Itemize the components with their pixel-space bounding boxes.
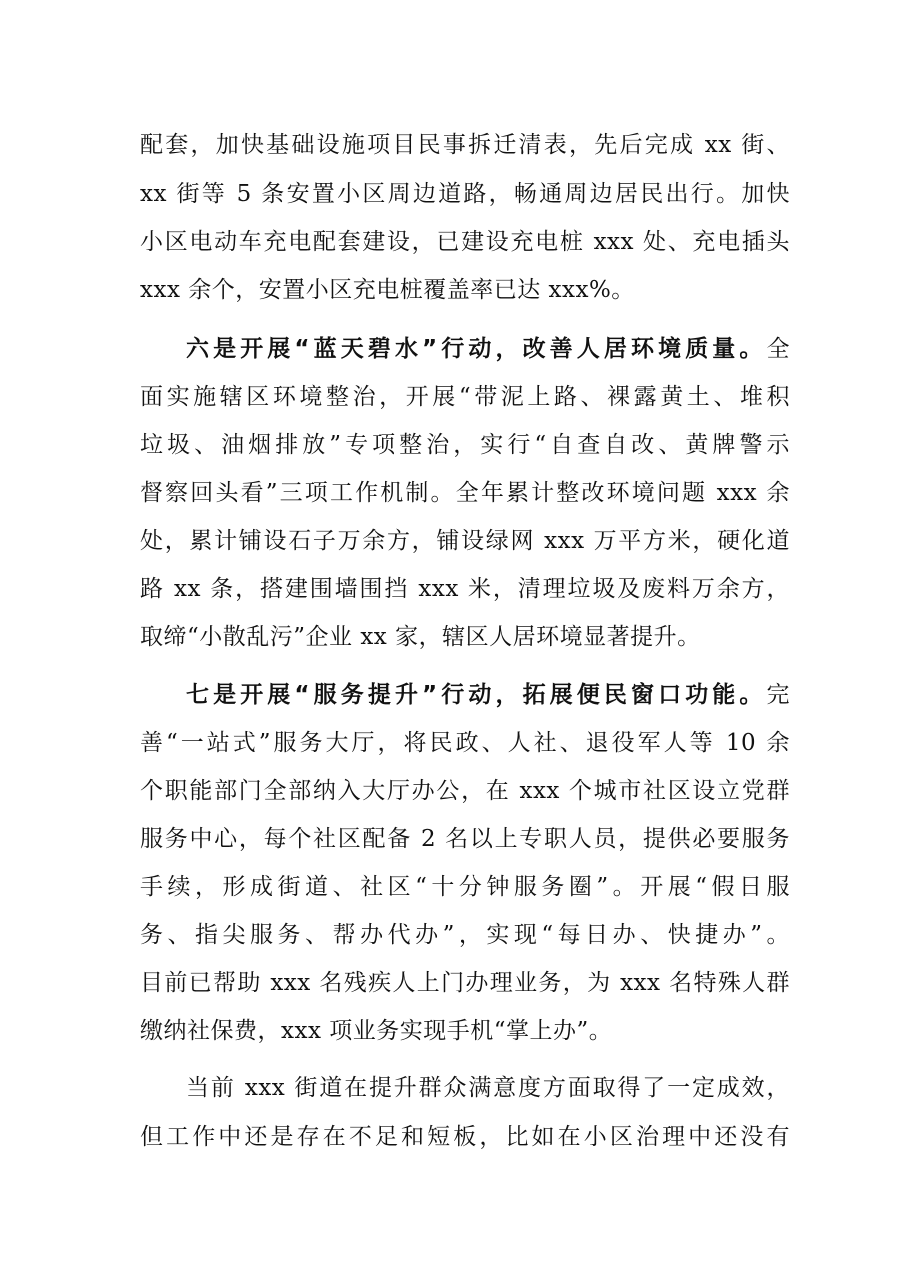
paragraph-heading-line [186,675,790,715]
text-line: 务、指尖服务、帮办代办”，实现“每日办、快捷办”。 [140,922,790,948]
text-line: xxx 余个，安置小区充电桩覆盖率已达 xxx%。 [140,277,635,303]
text-line: 服务中心，每个社区配备 2 名以上专职人员，提供必要服务 [140,826,790,852]
text-line: 面实施辖区环境整治，开展“带泥上路、裸露黄土、堆积 [140,384,790,410]
heading-trailing-text: 完 [766,682,790,708]
text-line: 路 xx 条，搭建围墙围挡 xxx 米，清理垃圾及废料万余方， [140,576,790,602]
paragraph-heading: 六是开展“蓝天碧水”行动，改善人居环境质量。 [186,336,767,362]
text-line: 手续，形成街道、社区“十分钟服务圈”。开展“假日服 [140,874,790,900]
text-line: 取缔“小散乱污”企业 xx 家，辖区人居环境显著提升。 [140,624,701,650]
text-line: 垃圾、油烟排放”专项整治，实行“自查自改、黄牌警示 [140,432,790,458]
text-line: 但工作中还是存在不足和短板，比如在小区治理中还没有 [140,1124,790,1150]
text-line: 目前已帮助 xxx 名残疾人上门办理业务，为 xxx 名特殊人群 [140,970,790,996]
text-line: 个职能部门全部纳入大厅办公，在 xxx 个城市社区设立党群 [140,778,790,804]
heading-trailing-text: 全 [766,336,790,362]
text-line: 善“一站式”服务大厅，将民政、人社、退役军人等 10 余 [140,730,790,756]
text-line: 小区电动车充电配套建设，已建设充电桩 xxx 处、充电插头 [140,229,790,255]
text-line: 缴纳社保费，xxx 项业务实现手机“掌上办”。 [140,1018,613,1044]
text-line: 当前 xxx 街道在提升群众满意度方面取得了一定成效， [186,1075,790,1101]
paragraph-heading-line [186,329,790,369]
text-line: 配套，加快基础设施项目民事拆迁清表，先后完成 xx 街、 [140,132,790,158]
text-line: 督察回头看”三项工作机制。全年累计整改环境问题 xxx 余 [140,480,790,506]
text-line: 处，累计铺设石子万余方，铺设绿网 xxx 万平方米，硬化道 [140,528,790,554]
paragraph-heading: 七是开展“服务提升”行动，拓展便民窗口功能。 [186,682,767,708]
text-line: xx 街等 5 条安置小区周边道路，畅通周边居民出行。加快 [140,181,790,207]
